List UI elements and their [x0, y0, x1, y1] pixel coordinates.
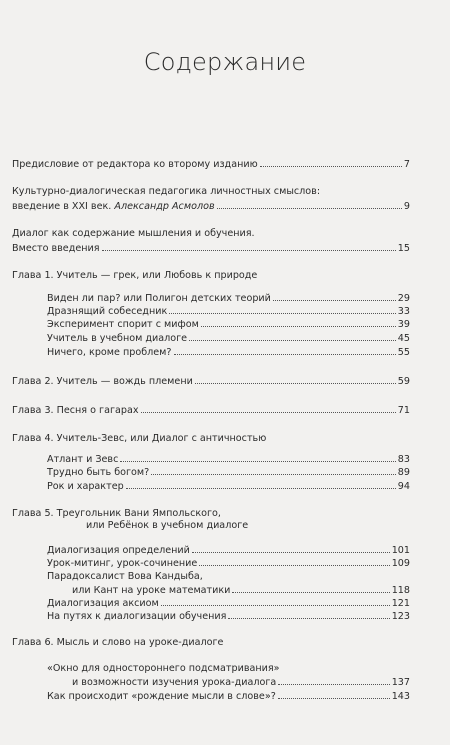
toc-page-number: 143 [391, 691, 410, 702]
leader-dots [169, 305, 396, 314]
leader-dots [217, 200, 402, 209]
leader-dots [151, 466, 396, 475]
toc-page-number: 7 [403, 159, 410, 170]
toc-entry[interactable] [72, 676, 410, 689]
toc-entry[interactable] [47, 597, 410, 610]
toc-entry[interactable] [47, 557, 410, 570]
toc-entry-text: Учитель в учебном диалоге [47, 333, 188, 344]
toc-page-number: 39 [397, 319, 410, 330]
toc-entry-text: Парадоксалист Вова Кандыба, [47, 571, 203, 582]
leader-dots [278, 690, 390, 699]
toc-entry[interactable] [47, 346, 410, 359]
toc-entry-text [12, 201, 215, 213]
toc-entry[interactable] [47, 544, 410, 557]
toc-page-number: 33 [397, 306, 410, 317]
toc-entry-text: Виден ли пар? или Полигон детских теорий [47, 293, 271, 304]
chapter-6-title: Глава 6. Мысль и слово на уроке-диалоге [12, 637, 224, 648]
toc-entry-text: Диалогизация аксиом [47, 598, 159, 609]
toc-page-number: 29 [397, 293, 410, 304]
toc-page-number: 137 [391, 677, 410, 688]
toc-page-number: 15 [397, 243, 410, 254]
toc-page-number: 118 [391, 585, 410, 596]
leader-dots [192, 544, 390, 553]
leader-dots [228, 610, 389, 619]
chapter-5-title-line1: Глава 5. Треугольник Вани Ямпольского, [12, 508, 221, 519]
toc-entry[interactable] [47, 292, 410, 305]
toc-entry-preface[interactable] [12, 158, 410, 171]
toc-entry[interactable] [47, 332, 410, 345]
leader-dots [199, 557, 389, 566]
leader-dots [174, 346, 396, 355]
toc-entry-intro-line1: Диалог как содержание мышления и обучения. [12, 228, 255, 239]
page-title: Содержание [143, 48, 307, 76]
toc-entry-text: Урок-митинг, урок-сочинение [47, 558, 198, 569]
toc-entry-text: Трудно быть богом? [47, 467, 150, 478]
chapter-1-title: Глава 1. Учитель — грек, или Любовь к природе [12, 270, 258, 281]
toc-entry-asmolov-line1: Культурно-диалогическая педагогика личностных смыслов: [12, 186, 321, 197]
toc-entry-text: Как происходит «рождение мысли в слове»? [47, 691, 276, 702]
toc-entry-text: или Кант на уроке математики [72, 585, 231, 596]
chapter-4-title: Глава 4. Учитель-Зевс, или Диалог с античностью [12, 433, 267, 444]
toc-entry-text-part: введение в XXI век. [12, 201, 112, 212]
toc-entry-author: Александр Асмолов [114, 201, 215, 212]
chapter-2-entry[interactable] [12, 375, 410, 388]
leader-dots [161, 597, 390, 606]
leader-dots [126, 480, 396, 489]
leader-dots [195, 375, 396, 384]
leader-dots [201, 318, 396, 327]
toc-entry[interactable] [47, 480, 410, 493]
toc-page-number: 121 [391, 598, 410, 609]
toc-entry[interactable] [47, 610, 410, 623]
toc-entry[interactable] [47, 305, 410, 318]
toc-entry-text: Эксперимент спорит с мифом [47, 319, 199, 330]
leader-dots [273, 292, 396, 301]
leader-dots [232, 584, 389, 593]
toc-entry-text: Дразнящий собеседник [47, 306, 168, 317]
leader-dots [102, 242, 396, 251]
toc-entry-text: Вместо введения [12, 243, 100, 254]
toc-entry-text: Атлант и Зевс [47, 454, 119, 465]
chapter-3-title: Глава 3. Песня о гагарах [12, 405, 139, 416]
toc-entry-text: «Окно для одностороннего подсматривания» [47, 663, 280, 674]
toc-entry-intro[interactable] [12, 242, 410, 255]
toc-page-number: 123 [391, 611, 410, 622]
toc-entry-text: Рок и характер [47, 481, 124, 492]
toc-page-number: 45 [397, 333, 410, 344]
toc-page-number: 89 [397, 467, 410, 478]
leader-dots [278, 676, 389, 685]
toc-page-number: 55 [397, 347, 410, 358]
leader-dots [189, 332, 396, 341]
toc-entry-text: На путях к диалогизации обучения [47, 611, 227, 622]
toc-entry[interactable] [72, 584, 410, 597]
toc-page-number: 9 [403, 201, 410, 212]
toc-entry-text: и возможности изучения урока-диалога [72, 677, 277, 688]
toc-entry[interactable] [47, 318, 410, 331]
leader-dots [120, 453, 395, 462]
toc-page-number: 59 [397, 376, 410, 387]
toc-page-number: 94 [397, 481, 410, 492]
toc-entry-text: Диалогизация определений [47, 545, 190, 556]
toc-entry-asmolov[interactable] [12, 200, 410, 213]
toc-entry[interactable] [47, 453, 410, 466]
toc-entry-text: Предисловие от редактора ко второму изданию [12, 159, 258, 170]
leader-dots [141, 404, 396, 413]
toc-page-number: 83 [397, 454, 410, 465]
chapter-5-title-line2: или Ребёнок в учебном диалоге [86, 520, 249, 531]
toc-entry-text: Ничего, кроме проблем? [47, 347, 172, 358]
leader-dots [260, 158, 402, 167]
chapter-2-title: Глава 2. Учитель — вождь племени [12, 376, 193, 387]
toc-page-number: 109 [391, 558, 410, 569]
toc-entry[interactable] [47, 690, 410, 703]
toc-entry[interactable] [47, 466, 410, 479]
chapter-3-entry[interactable] [12, 404, 410, 417]
toc-page-number: 101 [391, 545, 410, 556]
toc-page-number: 71 [397, 405, 410, 416]
